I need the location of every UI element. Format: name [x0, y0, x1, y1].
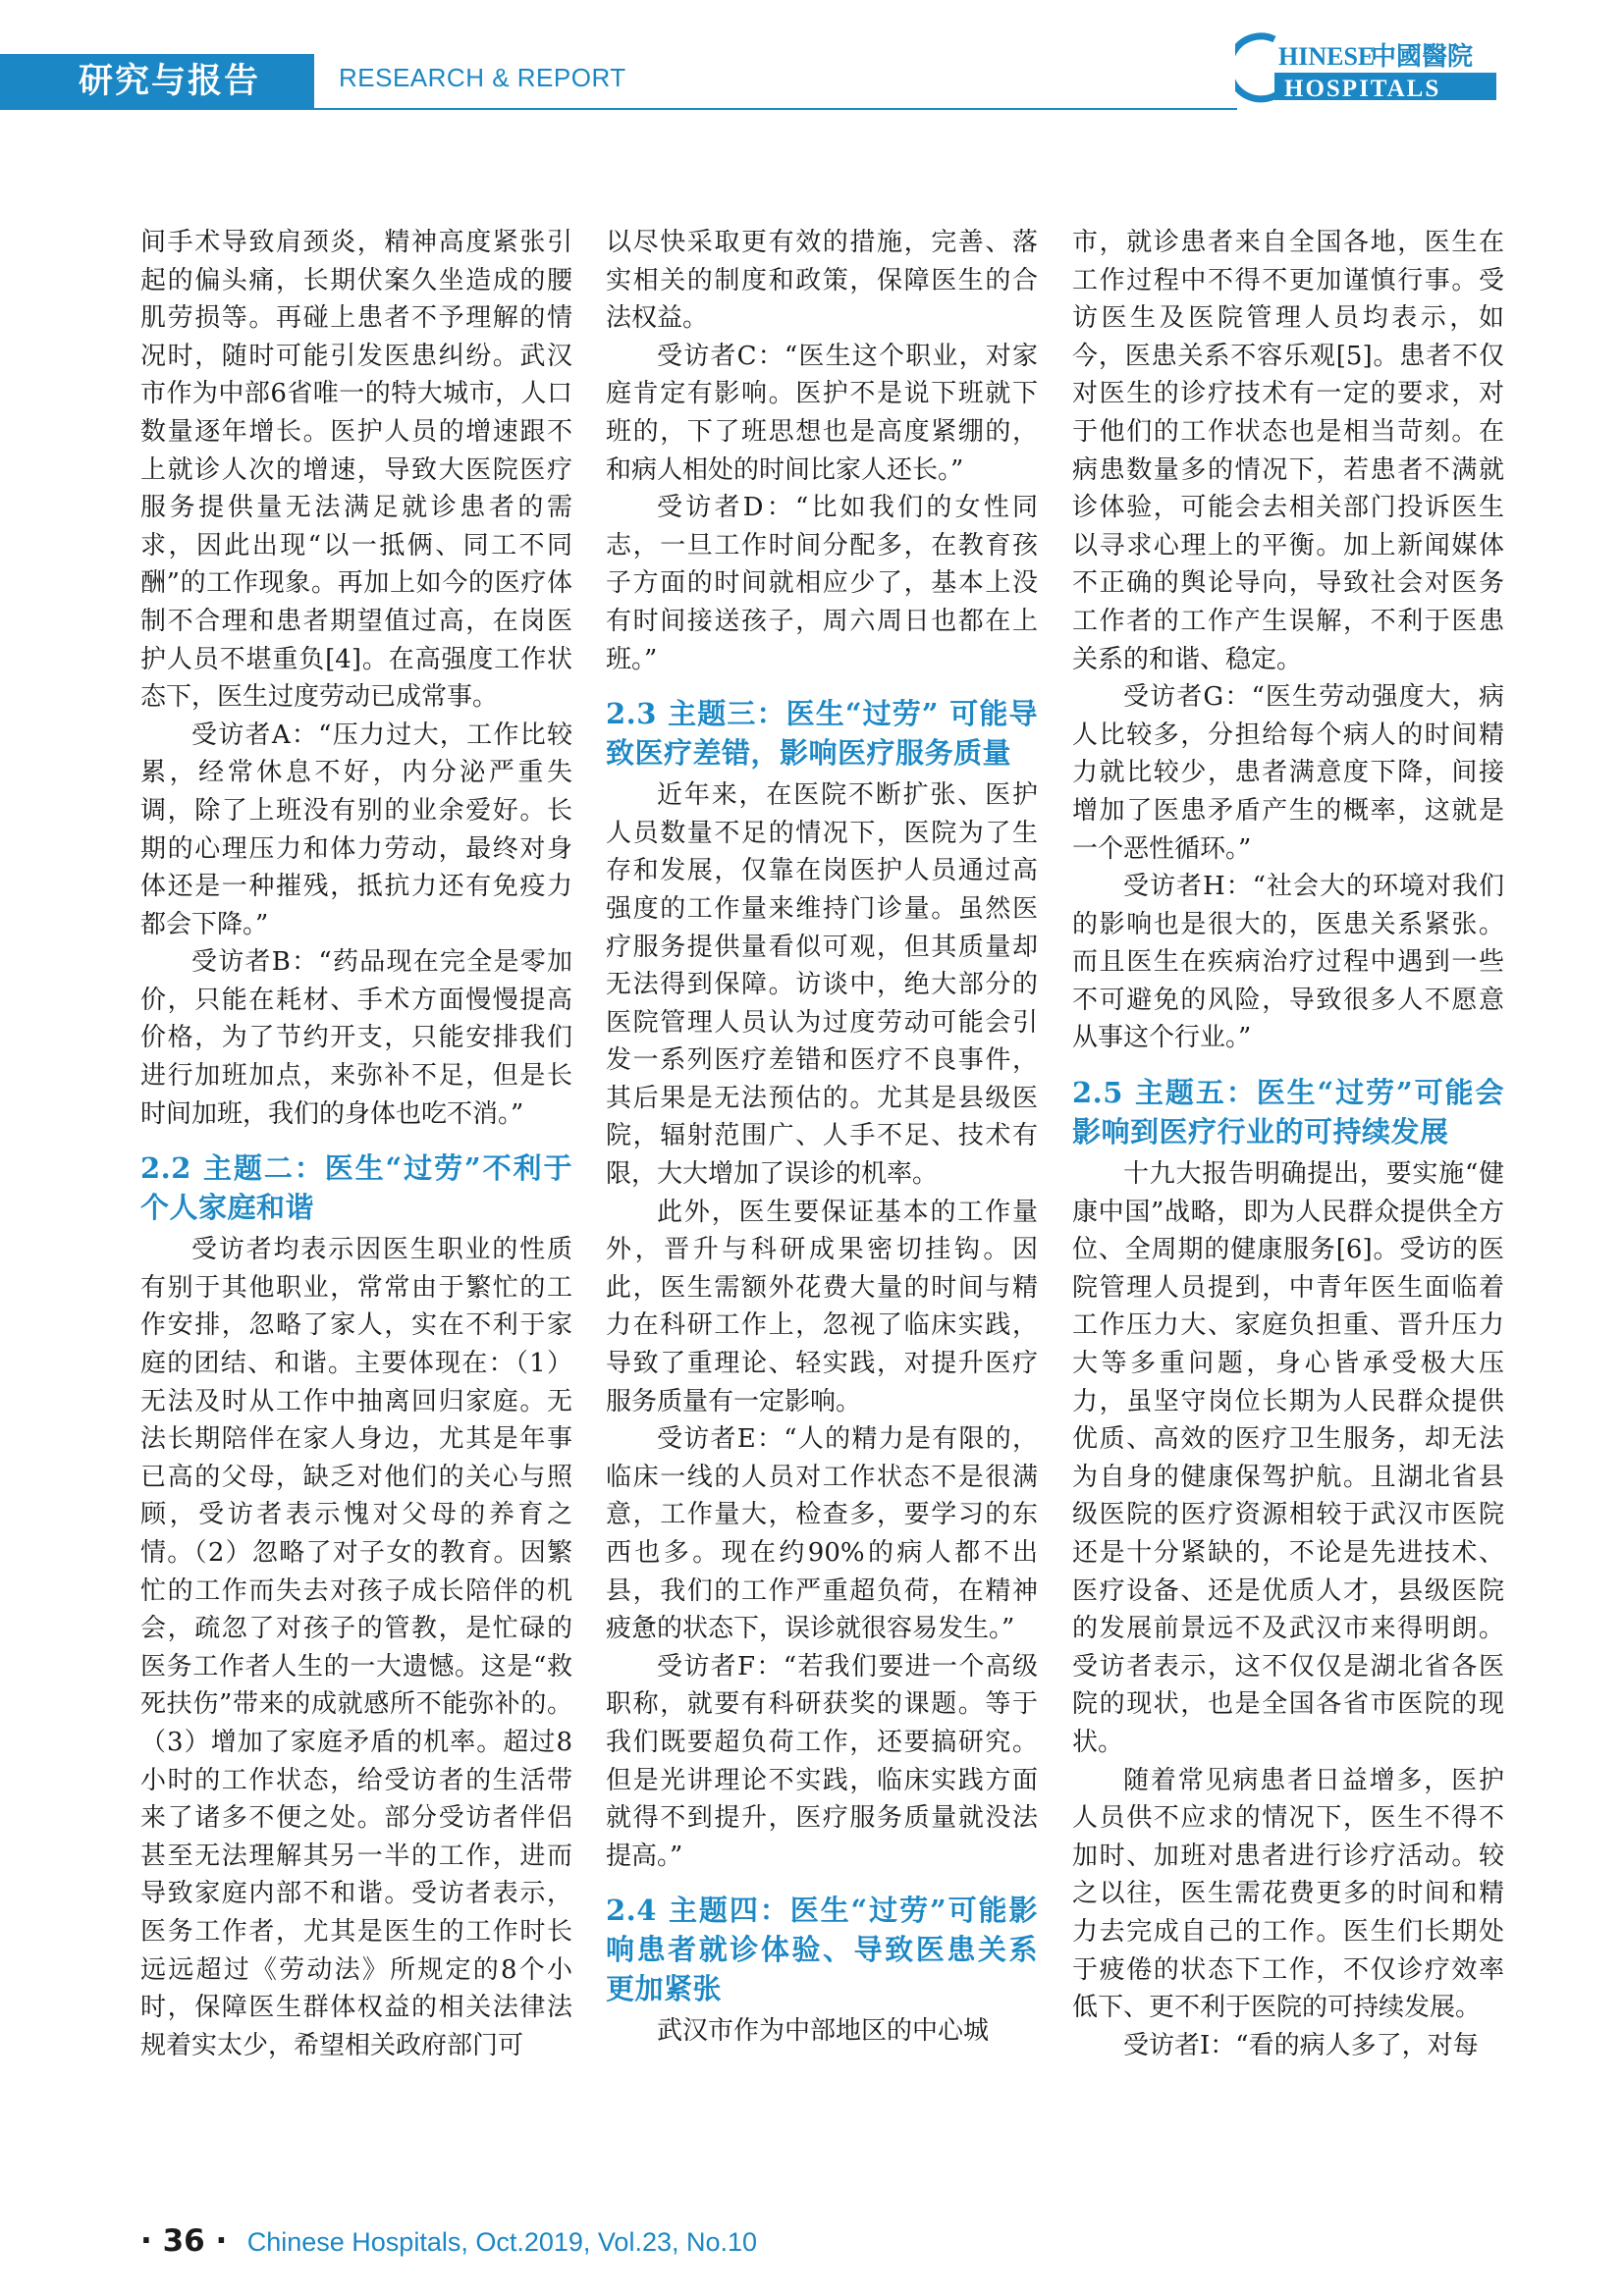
paragraph: 市，就诊患者来自全国各地，医生在工作过程中不得不更加谨慎行事。受访医生及医院管理人员均表示，如今，医患关系不容乐观[5]。患者不仅对医生的诊疗技术有一定的要求，对于他们的工作状态也是相当苛刻。在病患数量多的情况下，若患者不满就诊体验，可能会去相关部门投诉医生以寻求心理上的平衡。加上新闻媒体不正确的舆论导向，导致社会对医务工作者的工作产生误解，不利于医患关系的和谐、稳定。: [1072, 228, 1504, 674]
paragraph: 受访者均表示因医生职业的性质有别于其他职业，常常由于繁忙的工作安排，忽略了家人，实在不利于家庭的团结、和谐。主要体现在：（1）无法及时从工作中抽离回归家庭。无法长期陪伴在家人身边，尤其是年事已高的父母，缺乏对他们的关心与照顾，受访者表示愧对父母的养育之情。（2）忽略了对子女的教育。因繁忙的工作而失去对孩子成长陪伴的机会，疏忽了对孩子的管教，是忙碌的医务工作者人生的一大遗憾。这是“救死扶伤”带来的成就感所不能弥补的。（3）增加了家庭矛盾的机率。超过8小时的工作状态，给受访者的生活带来了诸多不便之处。部分受访者伴侣甚至无法理解其另一半的工作，进而导致家庭内部不和谐。受访者表示，医务工作者，尤其是医生的工作时长远远超过《劳动法》所规定的8个小时，保障医生群体权益的相关法律法规着实太少，希望相关政府部门可: [140, 1235, 572, 2060]
paragraph: 随着常见病患者日益增多，医护人员供不应求的情况下，医生不得不加时、加班对患者进行诊疗活动。较之以往，医生需花费更多的时间和精力去完成自己的工作。医生们长期处于疲倦的状态下工作，不仅诊疗效率低下、更不利于医院的可持续发展。: [1072, 1765, 1504, 2023]
paragraph: 受访者A：“压力过大，工作比较累，经常休息不好，内分泌严重失调，除了上班没有别的业余爱好。长期的心理压力和体力劳动，最终对身体还是一种摧残，抵抗力还有免疫力都会下降。”: [140, 720, 572, 939]
page-footer: [140, 2223, 757, 2259]
section-banner: [0, 54, 314, 110]
paragraph: 受访者C：“医生这个职业，对家庭肯定有影响。医护不是说下班就下班的，下了班思想也是高度紧绷的，和病人相处的时间比家人还长。”: [606, 341, 1038, 485]
paragraph: 此外，医生要保证基本的工作量外，晋升与科研成果密切挂钩。因此，医生需额外花费大量的时间与精力在科研工作上，忽视了临床实践，导致了重理论、轻实践，对提升医疗服务质量有一定影响。: [606, 1197, 1038, 1416]
section-heading-2-5: 2.5 主题五：医生“过劳”可能会影响到医疗行业的可持续发展: [1072, 1076, 1504, 1149]
paragraph: 以尽快采取更有效的措施，完善、落实相关的制度和政策，保障医生的合法权益。: [606, 228, 1038, 334]
section-heading-2-4: 2.4 主题四：医生“过劳”可能影响患者就诊体验、导致医患关系更加紧张: [606, 1894, 1038, 2006]
section-heading-2-2: 2.2 主题二：医生“过劳”不利于个人家庭和谐: [140, 1151, 572, 1225]
column-2: [606, 224, 1038, 2051]
journal-citation: Chinese Hospitals, Oct.2019, Vol.23, No.10: [246, 2227, 758, 2257]
paragraph: 受访者E：“人的精力是有限的，临床一线的人员对工作状态不是很满意，工作量大，检查多，要学习的东西也多。现在约90%的病人都不出县，我们的工作严重超负荷，在精神疲惫的状态下，误诊就很容易发生。”: [606, 1424, 1038, 1644]
column-3: [1072, 224, 1504, 2064]
svg-text:HINESE: HINESE: [1278, 42, 1376, 71]
paragraph: 受访者H：“社会大的环境对我们的影响也是很大的，医患关系紧张。而且医生在疾病治疗过程中遇到一些不可避免的风险，导致很多人不愿意从事这个行业。”: [1072, 872, 1504, 1053]
paragraph: 受访者D：“比如我们的女性同志，一旦工作时间分配多，在教育孩子方面的时间就相应少了，基本上没有时间接送孩子，周六周日也都在上班。”: [606, 493, 1038, 674]
svg-text:HOSPITALS: HOSPITALS: [1284, 76, 1441, 102]
page-number: · 36 ·: [140, 2223, 228, 2259]
column-1: [140, 224, 572, 2064]
paragraph: 十九大报告明确提出，要实施“健康中国”战略，即为人民群众提供全方位、全周期的健康服务[6]。受访的医院管理人员提到，中青年医生面临着工作压力大、家庭负担重、晋升压力大等多重问题，身心皆承受极大压力，虽坚守岗位长期为人民群众提供优质、高效的医疗卫生服务，却无法为自身的健康保驾护航。且湖北省县级医院的医疗资源相较于武汉市医院还是十分紧缺的，不论是先进技术、医疗设备、还是优质人才，县级医院的发展前景远不及武汉市来得明朗。受访者表示，这不仅仅是湖北省各医院的现状，也是全国各省市医院的现状。: [1072, 1159, 1504, 1757]
paragraph: 近年来，在医院不断扩张、医护人员数量不足的情况下，医院为了生存和发展，仅靠在岗医护人员通过高强度的工作量来维持门诊量。虽然医疗服务提供量看似可观，但其质量却无法得到保障。访谈中，绝大部分的医院管理人员认为过度劳动可能会引发一系列医疗差错和医疗不良事件，其后果是无法预估的。尤其是县级医院，辐射范围广、人手不足、技术有限，大大增加了误诊的机率。: [606, 780, 1038, 1190]
paragraph: 武汉市作为中部地区的中心城: [657, 2016, 990, 2047]
header-divider: [314, 108, 1237, 110]
svg-text:中國醫院: 中國醫院: [1371, 42, 1474, 72]
paragraph: 受访者B：“药品现在完全是零加价，只能在耗材、手术方面慢慢提高价格，为了节约开支，只能安排我们进行加班加点，来弥补不足，但是长时间加班，我们的身体也吃不消。”: [140, 947, 572, 1129]
paragraph: 受访者F：“若我们要进一个高级职称，就要有科研获奖的课题。等于我们既要超负荷工作，还要搞研究。但是光讲理论不实践，临床实践方面就得不到提升，医疗服务质量就没法提高。”: [606, 1651, 1038, 1871]
paragraph: 受访者G：“医生劳动强度大，病人比较多，分担给每个病人的时间精力就比较少，患者满意度下降，间接增加了医患矛盾产生的概率，这就是一个恶性循环。”: [1072, 682, 1504, 864]
section-heading-2-3: 2.3 主题三：医生“过劳” 可能导致医疗差错，影响医疗服务质量: [606, 697, 1038, 771]
journal-logo: [1235, 27, 1520, 112]
section-title-en: RESEARCH & REPORT: [339, 63, 626, 92]
paragraph: 间手术导致肩颈炎，精神高度紧张引起的偏头痛，长期伏案久坐造成的腰肌劳损等。再碰上患者不予理解的情况时，随时可能引发医患纠纷。武汉市作为中部6省唯一的特大城市，人口数量逐年增长。医护人员的增速跟不上就诊人次的增速，导致大医院医疗服务提供量无法满足就诊患者的需求，因此出现“以一抵俩、同工不同酬”的工作现象。再加上如今的医疗体制不合理和患者期望值过高，在岗医护人员不堪重负[4]。在高强度工作状态下，医生过度劳动已成常事。: [140, 228, 572, 713]
paragraph: 受访者I：“看的病人多了，对每: [1123, 2030, 1479, 2060]
section-title-cn: 研究与报告: [79, 62, 261, 101]
